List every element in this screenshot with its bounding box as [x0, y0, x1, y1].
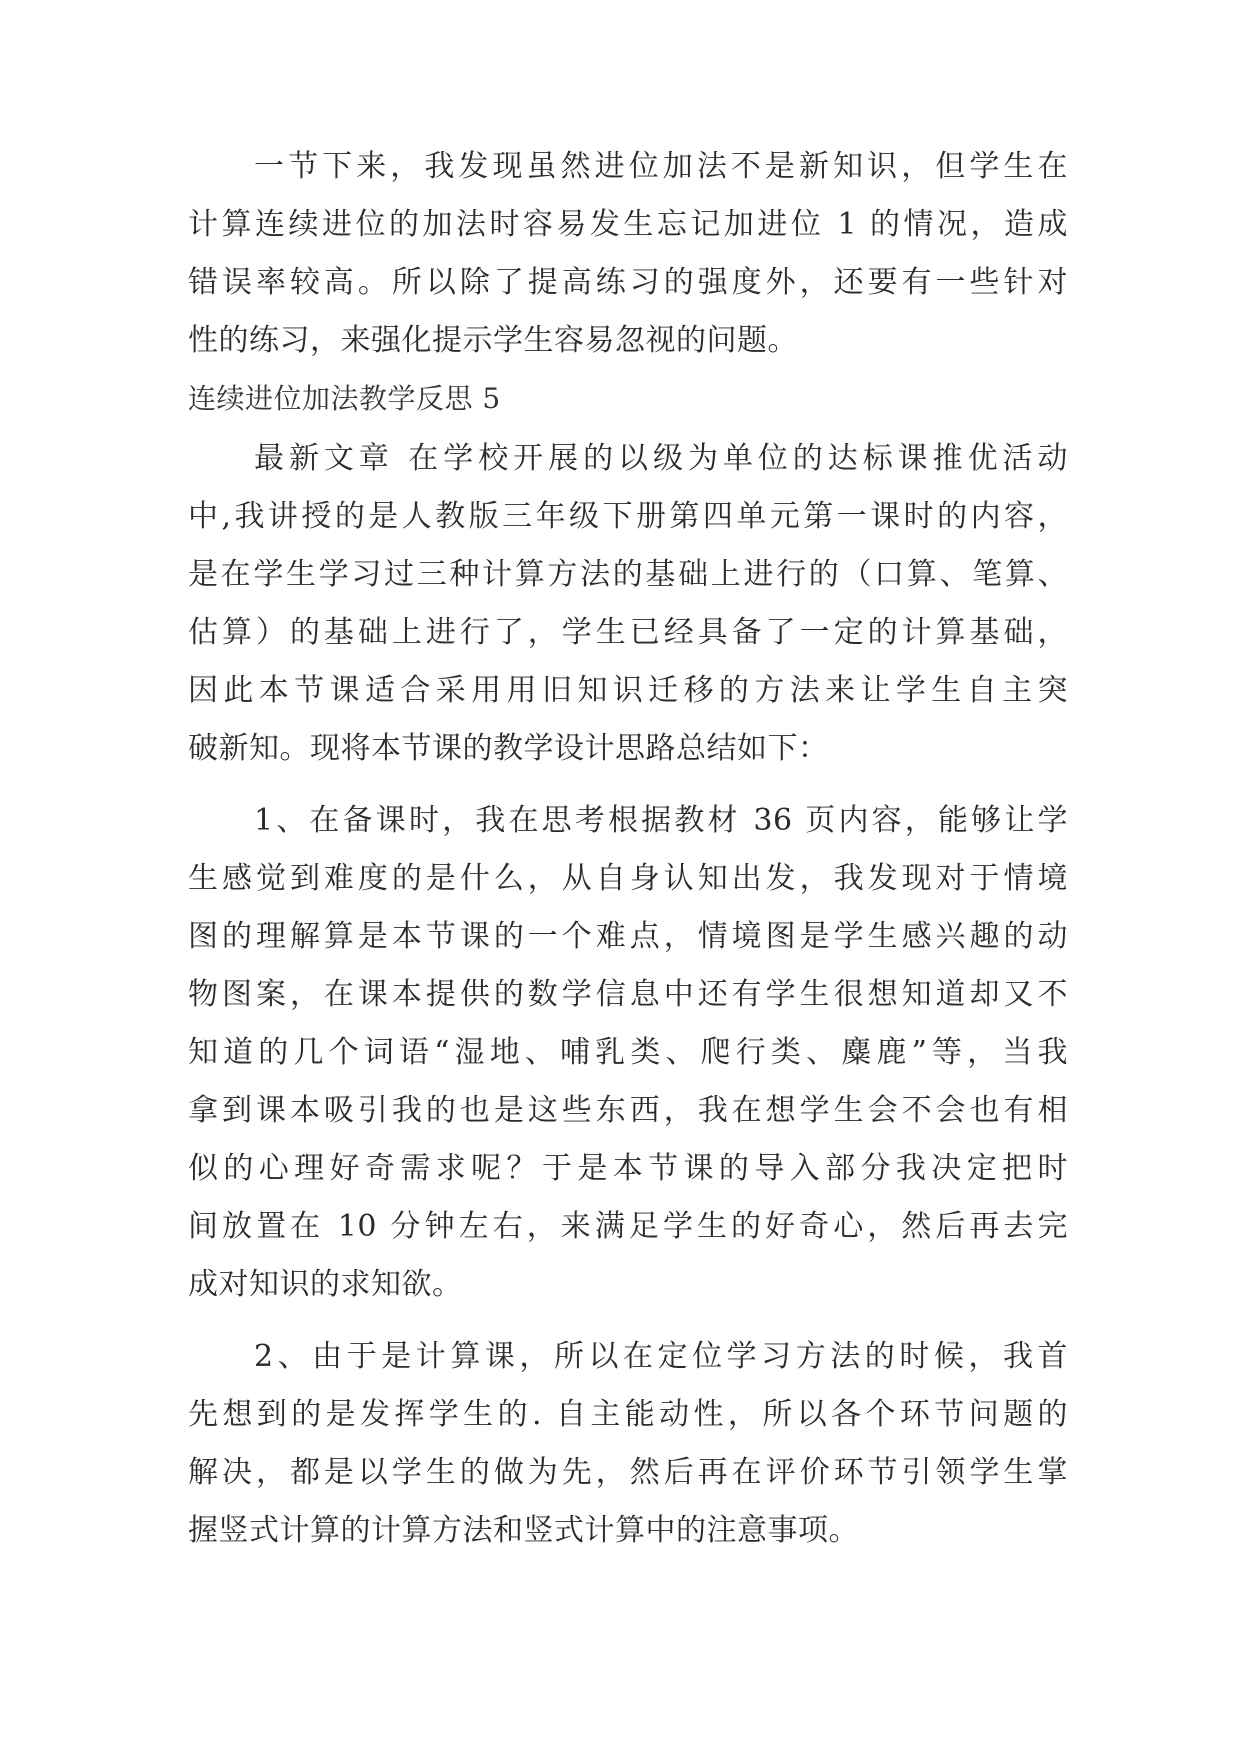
text-line: 拿到课本吸引我的也是这些东西，我在想学生会不会也有相 — [188, 1093, 1068, 1128]
text-line: 知道的几个词语“湿地、哺乳类、爬行类、麋鹿”等，当我 — [188, 1035, 1068, 1070]
text-line: 间放置在 10 分钟左右，来满足学生的好奇心，然后再去完 — [188, 1209, 1068, 1244]
text-line: 最新文章 在学校开展的以级为单位的达标课推优活动 — [254, 441, 1068, 476]
text-line: 解决，都是以学生的做为先，然后再在评价环节引领学生掌 — [188, 1455, 1068, 1490]
text-line: 似的心理好奇需求呢？于是本节课的导入部分我决定把时 — [188, 1151, 1068, 1186]
text-line: 是在学生学习过三种计算方法的基础上进行的（口算、笔算、 — [188, 557, 1068, 592]
text-line: 握竖式计算的计算方法和竖式计算中的注意事项。 — [188, 1513, 859, 1548]
section-heading: 连续进位加法教学反思 5 — [188, 382, 501, 415]
text-line: 1、在备课时，我在思考根据教材 36 页内容，能够让学 — [254, 803, 1068, 838]
text-line: 先想到的是发挥学生的. 自主能动性，所以各个环节问题的 — [188, 1397, 1068, 1432]
text-line: 计算连续进位的加法时容易发生忘记加进位 1 的情况，造成 — [188, 207, 1068, 242]
text-line: 错误率较高。所以除了提高练习的强度外，还要有一些针对 — [188, 265, 1068, 300]
text-line: 成对知识的求知欲。 — [188, 1267, 463, 1302]
text-line: 估算）的基础上进行了，学生已经具备了一定的计算基础， — [188, 615, 1068, 650]
text-line: 因此本节课适合采用用旧知识迁移的方法来让学生自主突 — [188, 673, 1068, 708]
text-line: 物图案，在课本提供的数学信息中还有学生很想知道却又不 — [188, 977, 1068, 1012]
text-line: 中,我讲授的是人教版三年级下册第四单元第一课时的内容， — [188, 499, 1068, 534]
text-line: 破新知。现将本节课的教学设计思路总结如下： — [188, 731, 829, 766]
text-line: 性的练习，来强化提示学生容易忽视的问题。 — [188, 323, 798, 358]
text-line: 生感觉到难度的是什么，从自身认知出发，我发现对于情境 — [188, 861, 1068, 896]
text-line: 图的理解算是本节课的一个难点，情境图是学生感兴趣的动 — [188, 919, 1068, 954]
text-line: 一节下来，我发现虽然进位加法不是新知识，但学生在 — [254, 149, 1068, 184]
text-line: 2、由于是计算课，所以在定位学习方法的时候，我首 — [254, 1339, 1068, 1374]
